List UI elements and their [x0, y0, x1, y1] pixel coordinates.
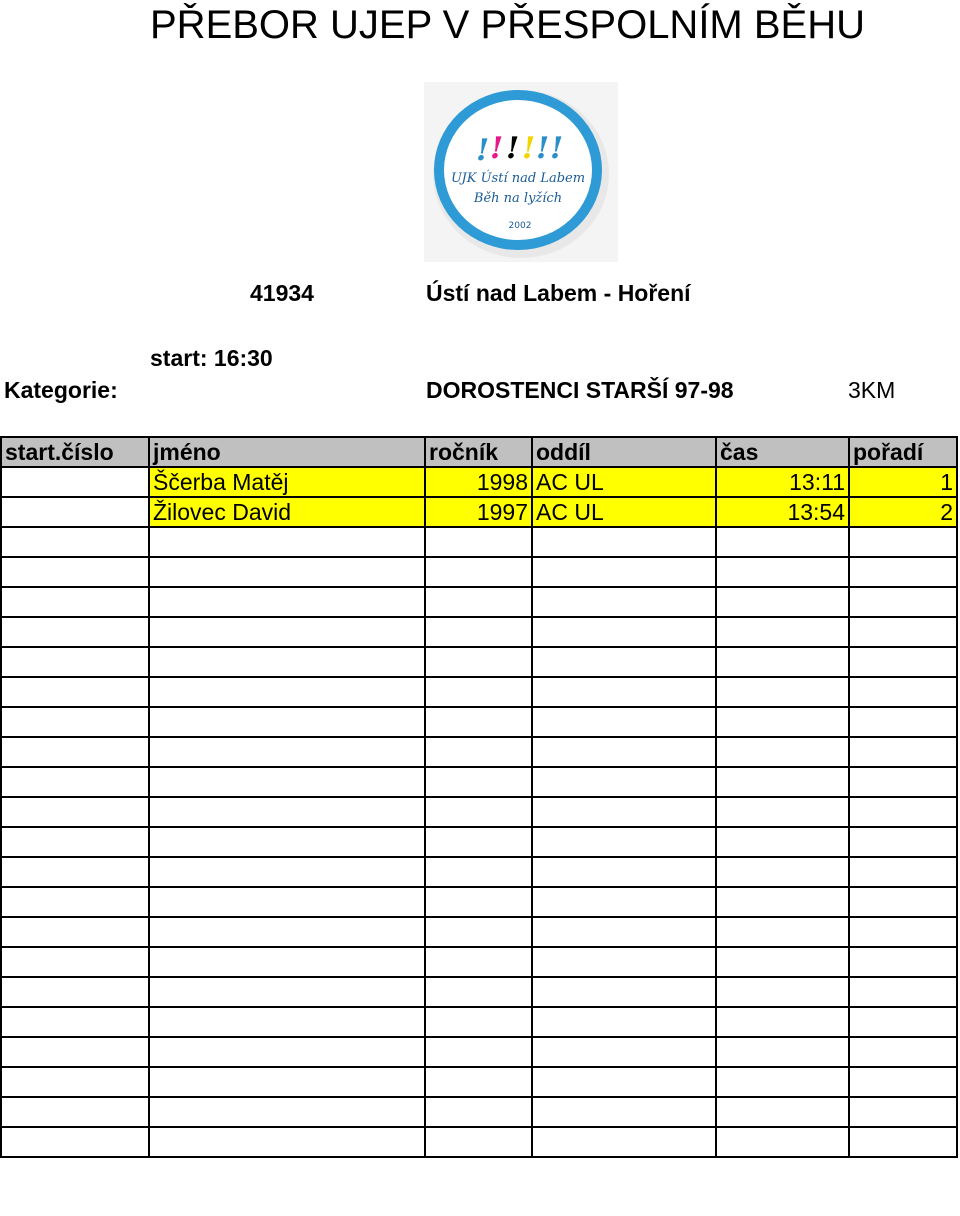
empty-cell	[425, 767, 532, 797]
empty-cell	[849, 977, 957, 1007]
empty-table-row	[1, 887, 957, 917]
empty-cell	[149, 1037, 425, 1067]
empty-cell	[1, 557, 149, 587]
empty-cell	[532, 1127, 716, 1157]
empty-cell	[1, 677, 149, 707]
empty-cell	[1, 977, 149, 1007]
empty-cell	[149, 917, 425, 947]
empty-cell	[716, 1127, 849, 1157]
empty-cell	[849, 617, 957, 647]
results-table	[0, 436, 958, 1158]
empty-cell	[849, 1127, 957, 1157]
empty-cell	[149, 587, 425, 617]
empty-cell	[532, 1037, 716, 1067]
name-cell: Ščerba Matěj	[149, 467, 425, 497]
empty-cell	[149, 527, 425, 557]
empty-cell	[149, 947, 425, 977]
column-header-year: ročník	[425, 437, 532, 467]
empty-cell	[425, 527, 532, 557]
empty-cell	[149, 887, 425, 917]
empty-cell	[716, 587, 849, 617]
empty-cell	[849, 917, 957, 947]
empty-cell	[532, 677, 716, 707]
empty-cell	[425, 557, 532, 587]
empty-cell	[716, 707, 849, 737]
empty-cell	[149, 857, 425, 887]
empty-table-row	[1, 587, 957, 617]
empty-cell	[532, 1097, 716, 1127]
empty-cell	[716, 737, 849, 767]
empty-cell	[1, 1127, 149, 1157]
column-header-rank: pořadí	[849, 437, 957, 467]
empty-cell	[1, 797, 149, 827]
empty-cell	[532, 527, 716, 557]
empty-cell	[425, 887, 532, 917]
empty-table-row	[1, 677, 957, 707]
empty-cell	[849, 767, 957, 797]
empty-cell	[849, 887, 957, 917]
empty-cell	[849, 587, 957, 617]
empty-table-row	[1, 1007, 957, 1037]
empty-cell	[1, 887, 149, 917]
empty-cell	[1, 707, 149, 737]
empty-cell	[425, 947, 532, 977]
empty-cell	[849, 647, 957, 677]
empty-cell	[849, 947, 957, 977]
empty-cell	[425, 827, 532, 857]
empty-table-row	[1, 1127, 957, 1157]
empty-cell	[1, 737, 149, 767]
empty-cell	[716, 617, 849, 647]
year-cell: 1997	[425, 497, 532, 527]
empty-cell	[1, 947, 149, 977]
category-name: DOROSTENCI STARŠÍ 97-98	[426, 377, 734, 403]
empty-cell	[716, 977, 849, 1007]
empty-cell	[532, 917, 716, 947]
empty-cell	[532, 797, 716, 827]
empty-cell	[149, 647, 425, 677]
empty-cell	[425, 1127, 532, 1157]
table-row	[1, 497, 957, 527]
empty-cell	[425, 647, 532, 677]
race-distance: 3KM	[848, 377, 896, 403]
empty-table-row	[1, 797, 957, 827]
club-cell: AC UL	[532, 497, 716, 527]
empty-cell	[425, 797, 532, 827]
empty-cell	[716, 797, 849, 827]
empty-cell	[1, 647, 149, 677]
empty-table-row	[1, 947, 957, 977]
empty-cell	[532, 617, 716, 647]
empty-table-row	[1, 647, 957, 677]
empty-cell	[1, 617, 149, 647]
empty-cell	[1, 827, 149, 857]
rank-cell: 1	[849, 467, 957, 497]
empty-cell	[425, 1037, 532, 1067]
empty-cell	[716, 887, 849, 917]
empty-cell	[849, 1097, 957, 1127]
empty-cell	[532, 947, 716, 977]
event-location: Ústí nad Labem - Hoření	[426, 280, 691, 306]
empty-cell	[425, 587, 532, 617]
empty-table-row	[1, 557, 957, 587]
empty-cell	[849, 737, 957, 767]
empty-cell	[532, 737, 716, 767]
empty-cell	[1, 1037, 149, 1067]
empty-cell	[532, 647, 716, 677]
svg-text:Běh na lyžích: Běh na lyžích	[473, 191, 563, 206]
empty-cell	[532, 977, 716, 1007]
empty-cell	[425, 917, 532, 947]
empty-cell	[532, 767, 716, 797]
empty-cell	[716, 917, 849, 947]
empty-cell	[425, 707, 532, 737]
empty-cell	[149, 827, 425, 857]
empty-cell	[716, 857, 849, 887]
empty-cell	[532, 1007, 716, 1037]
table-header-row	[1, 437, 957, 467]
empty-cell	[1, 767, 149, 797]
empty-cell	[532, 857, 716, 887]
empty-cell	[849, 797, 957, 827]
empty-cell	[1, 587, 149, 617]
empty-cell	[1, 1067, 149, 1097]
empty-table-row	[1, 1067, 957, 1097]
column-header-club: oddíl	[532, 437, 716, 467]
empty-cell	[849, 707, 957, 737]
empty-cell	[849, 527, 957, 557]
empty-cell	[532, 887, 716, 917]
empty-table-row	[1, 527, 957, 557]
empty-cell	[716, 1097, 849, 1127]
empty-cell	[849, 827, 957, 857]
svg-text:2002: 2002	[508, 221, 532, 231]
empty-cell	[425, 1097, 532, 1127]
empty-cell	[849, 857, 957, 887]
empty-cell	[716, 947, 849, 977]
column-header-time: čas	[716, 437, 849, 467]
svg-text:!: !	[522, 131, 536, 166]
start-number-cell	[1, 467, 149, 497]
event-code: 41934	[250, 280, 314, 306]
empty-table-row	[1, 767, 957, 797]
empty-cell	[532, 1067, 716, 1097]
empty-cell	[149, 1007, 425, 1037]
name-cell: Žilovec David	[149, 497, 425, 527]
start-number-cell	[1, 497, 149, 527]
time-cell: 13:54	[716, 497, 849, 527]
empty-table-row	[1, 917, 957, 947]
column-header-name: jméno	[149, 437, 425, 467]
empty-cell	[149, 977, 425, 1007]
empty-cell	[716, 1007, 849, 1037]
svg-text:UJK Ústí nad Labem: UJK Ústí nad Labem	[450, 171, 586, 186]
time-cell: 13:11	[716, 467, 849, 497]
empty-cell	[1, 857, 149, 887]
year-cell: 1998	[425, 467, 532, 497]
empty-table-row	[1, 737, 957, 767]
empty-cell	[849, 677, 957, 707]
empty-table-row	[1, 707, 957, 737]
empty-cell	[716, 557, 849, 587]
svg-text:!: !	[476, 133, 490, 168]
empty-cell	[1, 917, 149, 947]
svg-text:!: !	[536, 131, 550, 166]
table-row	[1, 467, 957, 497]
empty-cell	[149, 797, 425, 827]
page-title: PŘEBOR UJEP V PŘESPOLNÍM BĚHU	[150, 3, 865, 47]
empty-cell	[532, 587, 716, 617]
empty-cell	[149, 617, 425, 647]
empty-cell	[149, 1097, 425, 1127]
empty-table-row	[1, 617, 957, 647]
empty-cell	[425, 737, 532, 767]
empty-cell	[849, 557, 957, 587]
empty-cell	[716, 767, 849, 797]
empty-cell	[849, 1067, 957, 1097]
empty-cell	[1, 1007, 149, 1037]
empty-cell	[425, 1067, 532, 1097]
empty-cell	[1, 1097, 149, 1127]
empty-cell	[149, 1127, 425, 1157]
svg-text:!: !	[506, 131, 520, 166]
empty-table-row	[1, 827, 957, 857]
svg-text:!: !	[490, 131, 504, 166]
empty-cell	[532, 707, 716, 737]
empty-cell	[1, 527, 149, 557]
svg-text:!: !	[550, 131, 564, 166]
empty-cell	[716, 827, 849, 857]
empty-cell	[849, 1037, 957, 1067]
empty-cell	[149, 1067, 425, 1097]
empty-cell	[716, 1067, 849, 1097]
empty-cell	[149, 677, 425, 707]
empty-cell	[532, 827, 716, 857]
rank-cell: 2	[849, 497, 957, 527]
empty-cell	[716, 647, 849, 677]
empty-cell	[149, 737, 425, 767]
start-time: start: 16:30	[150, 345, 273, 371]
empty-cell	[425, 1007, 532, 1037]
empty-cell	[425, 677, 532, 707]
column-header-start-number: start.číslo	[1, 437, 149, 467]
empty-cell	[425, 857, 532, 887]
empty-cell	[716, 527, 849, 557]
empty-cell	[425, 617, 532, 647]
empty-cell	[716, 1037, 849, 1067]
empty-cell	[716, 677, 849, 707]
empty-table-row	[1, 857, 957, 887]
empty-table-row	[1, 1037, 957, 1067]
club-cell: AC UL	[532, 467, 716, 497]
empty-cell	[149, 707, 425, 737]
empty-cell	[849, 1007, 957, 1037]
empty-cell	[149, 767, 425, 797]
empty-table-row	[1, 977, 957, 1007]
empty-cell	[149, 557, 425, 587]
empty-table-row	[1, 1097, 957, 1127]
empty-cell	[532, 557, 716, 587]
club-logo	[424, 82, 618, 262]
empty-cell	[425, 977, 532, 1007]
category-label: Kategorie:	[4, 377, 118, 403]
